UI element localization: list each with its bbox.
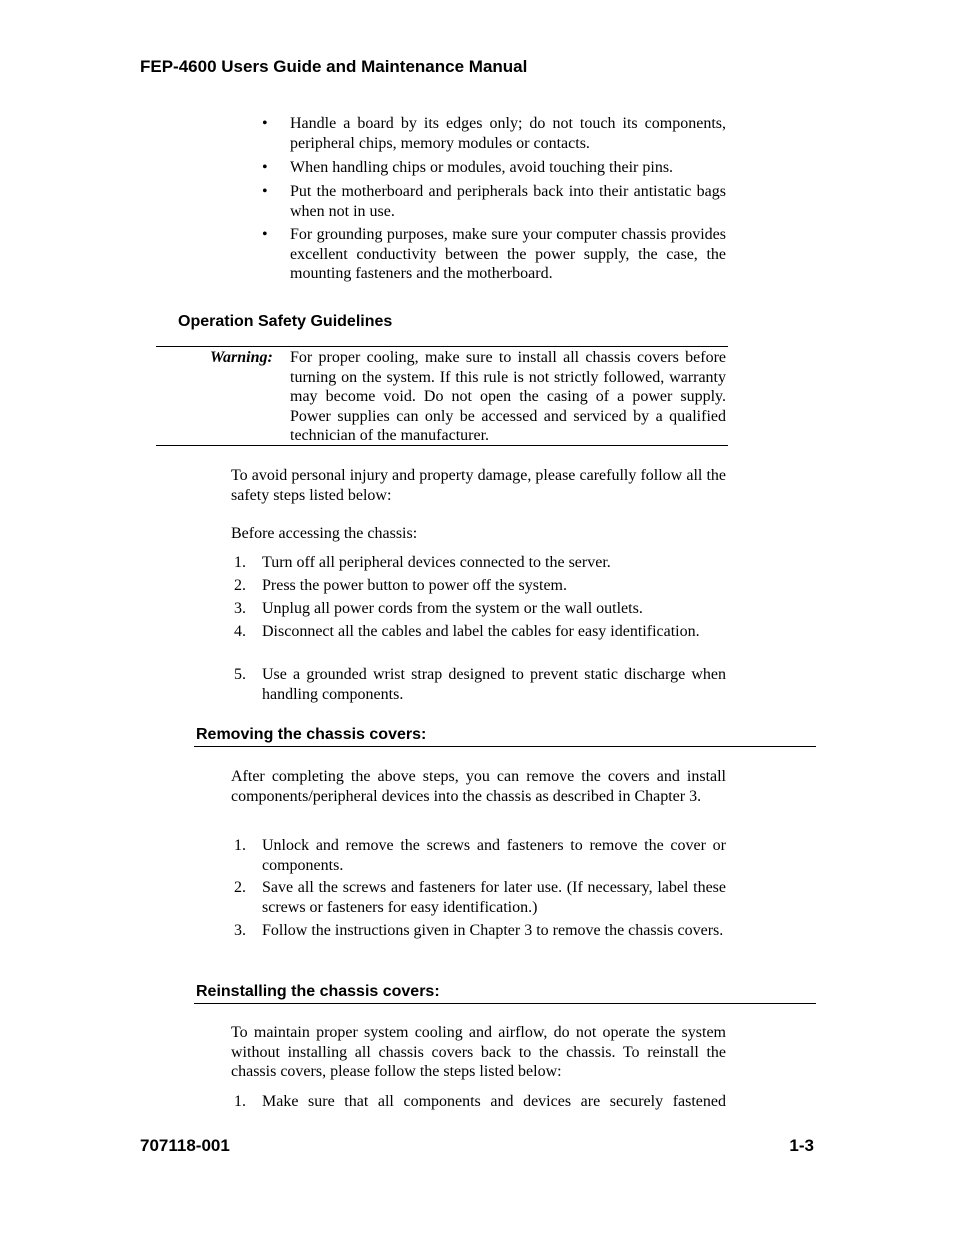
step-number: 1.: [234, 837, 246, 854]
bullet-text: For grounding purposes, make sure your computer chassis provides excellent conductivity between the power supply, the case, the mounting fasteners and the motherboard.: [290, 226, 726, 283]
reinstalling-heading-rule: [194, 1003, 816, 1004]
bullet-marker: •: [262, 226, 268, 243]
step-text: Press the power button to power off the system.: [262, 577, 567, 594]
step-number: 3.: [234, 922, 246, 939]
step-number: 2.: [234, 577, 246, 594]
reinstalling-paragraph: To maintain proper system cooling and airflow, do not operate the system without installing all chassis covers back to the chassis. To reinstall the chassis covers, please follow the steps listed below:: [231, 1024, 726, 1081]
safety-intro-paragraph: To avoid personal injury and property damage, please carefully follow all the safety steps listed below:: [231, 467, 726, 504]
before-accessing-paragraph: Before accessing the chassis:: [231, 525, 418, 542]
step-text: Disconnect all the cables and label the cables for easy identification.: [262, 623, 700, 640]
step-text: Turn off all peripheral devices connected to the server.: [262, 554, 611, 571]
bullet-marker: •: [262, 183, 268, 200]
bullet-text: When handling chips or modules, avoid touching their pins.: [290, 159, 674, 176]
step-number: 1.: [234, 1093, 246, 1110]
step-text: Use a grounded wrist strap designed to prevent static discharge when handling components.: [262, 666, 726, 703]
footer-page-number: 1-3: [789, 1136, 814, 1155]
bullet-marker: •: [262, 115, 268, 132]
step-text: Follow the instructions given in Chapter 3 to remove the chassis covers.: [262, 922, 724, 939]
removing-paragraph: After completing the above steps, you can remove the covers and install components/peripheral devices into the chassis as described in Chapter 3.: [231, 768, 726, 805]
bullet-text: Put the motherboard and peripherals back into their antistatic bags when not in use.: [290, 183, 726, 220]
step-text: Unplug all power cords from the system or the wall outlets.: [262, 600, 643, 617]
footer-doc-number: 707118-001: [140, 1136, 230, 1155]
step-text: Unlock and remove the screws and fasteners to remove the cover or components.: [262, 837, 726, 874]
warning-label: Warning:: [210, 349, 273, 366]
section-heading-operation-safety: Operation Safety Guidelines: [178, 313, 393, 330]
step-number: 1.: [234, 554, 246, 571]
removing-heading-rule: [194, 746, 816, 747]
bullet-marker: •: [262, 159, 268, 176]
section-heading-reinstalling: Reinstalling the chassis covers:: [196, 983, 440, 1000]
step-text: Make sure that all components and devices are securely fastened: [262, 1093, 726, 1110]
page-header-title: FEP-4600 Users Guide and Maintenance Manual: [140, 57, 528, 76]
step-number: 4.: [234, 623, 246, 640]
bullet-text: Handle a board by its edges only; do not touch its components, peripheral chips, memory modules or contacts.: [290, 115, 726, 152]
warning-bottom-rule: [156, 445, 728, 446]
step-number: 5.: [234, 666, 246, 683]
step-text: Save all the screws and fasteners for later use. (If necessary, label these screws or fasteners for easy identification.): [262, 879, 726, 916]
step-number: 3.: [234, 600, 246, 617]
warning-top-rule: [156, 346, 728, 347]
section-heading-removing: Removing the chassis covers:: [196, 726, 427, 743]
warning-text: For proper cooling, make sure to install all chassis covers before turning on the system. If this rule is not strictly followed, warranty may become void. Do not open the casing of a power supply. Power supplies can only be accessed and serviced by a qualified technician of the manufacturer.: [290, 349, 726, 445]
step-number: 2.: [234, 879, 246, 896]
